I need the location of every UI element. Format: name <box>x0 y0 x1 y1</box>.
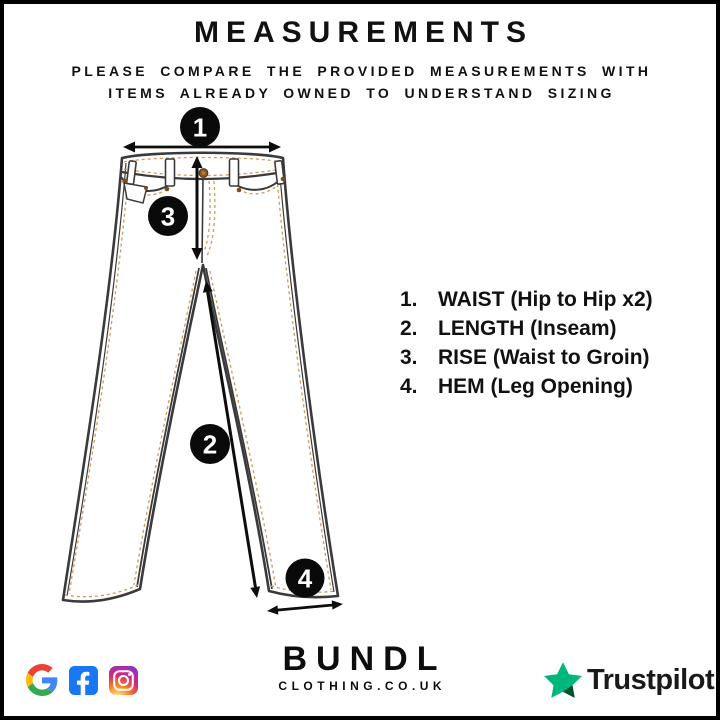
legend-label: LENGTH (Inseam) <box>438 317 617 340</box>
legend-number: 4. <box>400 375 418 398</box>
marker-number-2: 2 <box>202 429 218 460</box>
legend-number: 2. <box>400 317 418 340</box>
trustpilot-star-icon <box>544 662 582 698</box>
legend-label: HEM (Leg Opening) <box>438 375 633 398</box>
jeans-illustration <box>63 153 338 602</box>
legend-item-hem <box>400 375 710 404</box>
subtitle-line-1: PLEASE COMPARE THE PROVIDED MEASUREMENTS WITH <box>71 63 652 79</box>
legend-item-length <box>400 317 710 346</box>
header <box>0 16 720 104</box>
marker-number-1: 1 <box>192 112 208 143</box>
brand-name: BUNDL <box>282 640 447 678</box>
marker-number-4: 4 <box>297 563 313 594</box>
legend-number: 1. <box>400 288 418 311</box>
hem-arrow <box>267 600 343 614</box>
measurement-legend <box>400 288 710 404</box>
trustpilot-label: Trustpilot <box>587 663 715 696</box>
trustpilot-logo[interactable] <box>544 662 714 698</box>
page-title: MEASUREMENTS <box>193 16 533 49</box>
legend-label: WAIST (Hip to Hip x2) <box>438 288 653 311</box>
marker-number-3: 3 <box>160 201 176 232</box>
subtitle-line-2: ITEMS ALREADY OWNED TO UNDERSTAND SIZING <box>108 85 615 101</box>
jeans-button <box>199 169 208 178</box>
legend-item-waist <box>400 288 710 317</box>
legend-label: RISE (Waist to Groin) <box>438 346 650 369</box>
jeans-measurement-diagram <box>60 100 400 620</box>
legend-item-rise <box>400 346 710 375</box>
brand-domain: CLOTHING.CO.UK <box>278 679 447 693</box>
legend-number: 3. <box>400 346 418 369</box>
